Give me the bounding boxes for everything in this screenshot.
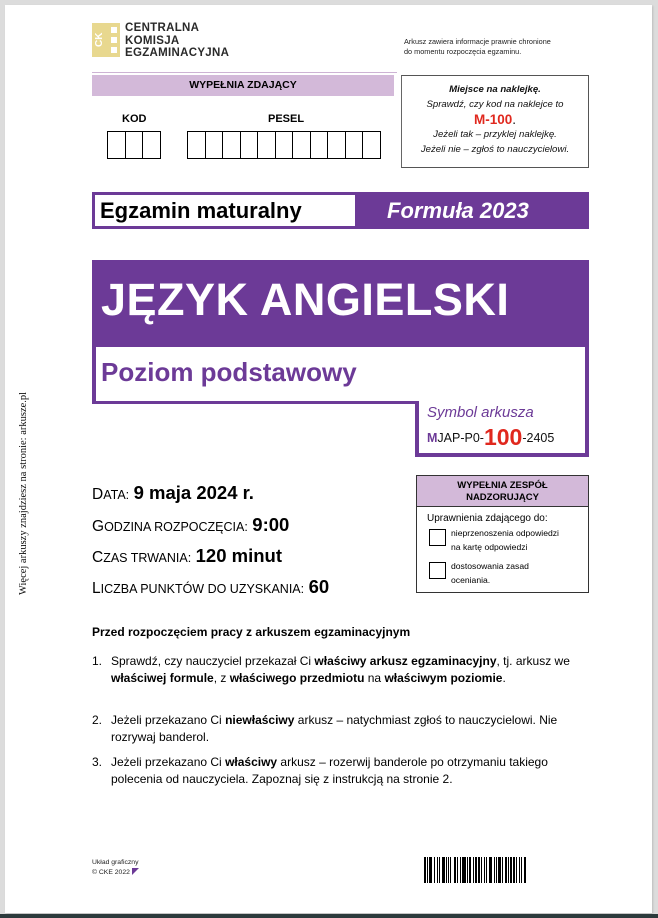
kod-digit-box[interactable] xyxy=(107,131,126,159)
logo-line: EGZAMINACYJNA xyxy=(125,47,230,59)
bold-text: właściwego przedmiotu xyxy=(229,671,365,685)
logo-line: CENTRALNA xyxy=(125,22,200,34)
text: arkusz – rozerwij banderole po otrzymaniu takiego polecenia od nauczyciela. Zapoznaj się z instrukcją na stronie 2. xyxy=(111,755,548,786)
kod-input[interactable] xyxy=(108,131,161,159)
supervisors-title: WYPEŁNIA ZESPÓŁ xyxy=(457,480,548,491)
level-box xyxy=(96,347,585,401)
permission-item xyxy=(429,562,529,587)
bold-text: właściwy xyxy=(225,755,278,769)
text: Jeżeli przekazano Ci xyxy=(111,713,226,727)
sticker-code-line xyxy=(402,112,588,128)
kod-digit-box[interactable] xyxy=(142,131,161,159)
instruction-text xyxy=(111,653,581,687)
supervisors-title: NADZORUJĄCY xyxy=(466,492,539,503)
permission-label xyxy=(451,560,529,587)
symbol-label: Symbol arkusza xyxy=(427,404,534,421)
pesel-digit-box[interactable] xyxy=(205,131,224,159)
text: arkusz – natychmiast zgłoś to nauczycielowi. Nie rozrywaj banderol. xyxy=(111,713,558,744)
permission-line: na kartę odpowiedzi xyxy=(451,541,528,552)
supervisors-box xyxy=(416,475,589,593)
label-initial: C xyxy=(92,549,104,566)
pesel-digit-box[interactable] xyxy=(240,131,259,159)
symbol-prefix: M xyxy=(427,431,438,445)
pesel-digit-box[interactable] xyxy=(292,131,311,159)
sticker-title: Miejsce na naklejkę. xyxy=(449,84,541,95)
text: , tj. arkusz we xyxy=(496,654,570,668)
candidate-section-header: WYPEŁNIA ZDAJĄCY xyxy=(92,75,394,96)
pesel-digit-box[interactable] xyxy=(222,131,241,159)
logo-line: KOMISJA xyxy=(125,34,180,47)
sticker-code: M-100 xyxy=(473,112,513,127)
bold-text: niewłaściwy xyxy=(225,713,295,727)
instruction-number: 3. xyxy=(92,755,103,769)
symbol-mid: JAP-P0- xyxy=(437,431,484,445)
permission-line: dostosowania zasad xyxy=(451,561,529,571)
side-note-text: Więcej arkuszy znajdziesz na stronie: arkusze.pl xyxy=(18,391,29,595)
label-initial: D xyxy=(92,486,104,503)
supervisors-header xyxy=(417,476,588,507)
subject-banner xyxy=(92,260,589,404)
label-rest: ODZINA ROZPOCZĘCIA: xyxy=(104,520,248,534)
sticker-instruction: Jeżeli tak – przyklej naklejkę. xyxy=(433,129,557,140)
instruction-number: 1. xyxy=(92,654,103,668)
exam-start-time xyxy=(92,514,289,536)
instructions-title: Przed rozpoczęciem pracy z arkuszem egzaminacyjnym xyxy=(92,625,411,639)
pesel-digit-box[interactable] xyxy=(327,131,346,159)
permission-item xyxy=(429,529,559,554)
sticker-instruction: Sprawdź, czy kod na naklejce to xyxy=(426,98,564,110)
text: na xyxy=(364,671,385,685)
exam-type: Egzamin maturalny xyxy=(95,195,355,226)
credit-line: © CKE 2022 xyxy=(92,869,130,876)
logo-square xyxy=(111,47,117,53)
side-note xyxy=(18,330,38,595)
instruction-text xyxy=(111,754,581,788)
detail-label xyxy=(92,580,304,597)
pesel-label: PESEL xyxy=(268,113,305,125)
exam-date xyxy=(92,482,254,504)
pesel-digit-box[interactable] xyxy=(275,131,294,159)
text: Jeżeli przekazano Ci xyxy=(111,755,226,769)
label-initial: L xyxy=(92,580,101,597)
symbol-code xyxy=(427,424,554,451)
sticker-placeholder xyxy=(401,75,589,168)
divider xyxy=(92,72,397,73)
pesel-input[interactable] xyxy=(188,131,381,159)
bold-text: właściwym poziomie xyxy=(384,671,503,685)
cke-corner-icon xyxy=(132,868,139,875)
bold-text: właściwej formule xyxy=(111,671,214,685)
detail-label xyxy=(92,486,129,503)
footer-credit xyxy=(92,858,139,878)
label-rest: ATA: xyxy=(103,488,130,502)
exam-type-bar xyxy=(92,192,589,229)
sticker-code-suffix: . xyxy=(512,112,517,127)
instruction-text xyxy=(111,712,581,746)
logo-mark-text: CK xyxy=(94,32,105,48)
permission-label xyxy=(451,527,559,554)
legal-note xyxy=(404,37,551,57)
pesel-digit-box[interactable] xyxy=(362,131,381,159)
cke-logo-icon xyxy=(92,23,120,57)
bold-text: właściwy arkusz egzaminacyjny xyxy=(314,654,497,668)
detail-value: 60 xyxy=(308,576,330,597)
supervisors-subtitle: Uprawnienia zdającego do: xyxy=(427,513,548,524)
cke-logo-text xyxy=(125,22,229,60)
symbol-number: 100 xyxy=(483,424,523,450)
permission-line: oceniania. xyxy=(451,574,491,585)
pesel-digit-box[interactable] xyxy=(310,131,329,159)
credit-line: Układ graficzny xyxy=(92,859,139,866)
text: Sprawdź, czy nauczyciel przekazał Ci xyxy=(111,654,315,668)
exam-formula: Formuła 2023 xyxy=(387,198,529,223)
legal-note-line: Arkusz zawiera informacje prawnie chronione xyxy=(404,37,551,46)
window-bottom-edge xyxy=(0,914,658,918)
logo-square xyxy=(111,37,117,43)
detail-value: 9:00 xyxy=(252,514,290,535)
legal-note-line: do momentu rozpoczęcia egzaminu. xyxy=(404,47,522,56)
text: , z xyxy=(213,671,230,685)
exam-level: Poziom podstawowy xyxy=(101,357,357,387)
detail-label xyxy=(92,518,248,535)
subject-title: JĘZYK ANGIELSKI xyxy=(101,274,510,325)
permission-line: nieprzenoszenia odpowiedzi xyxy=(451,528,559,538)
text: . xyxy=(502,671,506,685)
barcode xyxy=(424,857,587,883)
kod-label: KOD xyxy=(122,113,147,125)
label-rest: ZAS TRWANIA: xyxy=(103,551,192,565)
pesel-digit-box[interactable] xyxy=(187,131,206,159)
logo-square xyxy=(111,27,117,33)
pesel-digit-box[interactable] xyxy=(345,131,364,159)
label-initial: G xyxy=(92,518,105,535)
sheet-symbol-box xyxy=(415,401,589,457)
detail-value: 120 minut xyxy=(195,545,282,566)
sticker-instruction: Jeżeli nie – zgłoś to nauczycielowi. xyxy=(420,143,570,155)
symbol-suffix: -2405 xyxy=(522,431,555,445)
permission-checkbox[interactable] xyxy=(429,529,446,546)
permission-checkbox[interactable] xyxy=(429,562,446,579)
instruction-number: 2. xyxy=(92,713,103,727)
exam-max-points xyxy=(92,576,329,598)
pesel-digit-box[interactable] xyxy=(257,131,276,159)
label-rest: ICZBA PUNKTÓW DO UZYSKANIA: xyxy=(100,582,305,596)
exam-duration xyxy=(92,545,282,567)
kod-digit-box[interactable] xyxy=(125,131,144,159)
detail-value: 9 maja 2024 r. xyxy=(133,482,254,503)
detail-label xyxy=(92,549,191,566)
